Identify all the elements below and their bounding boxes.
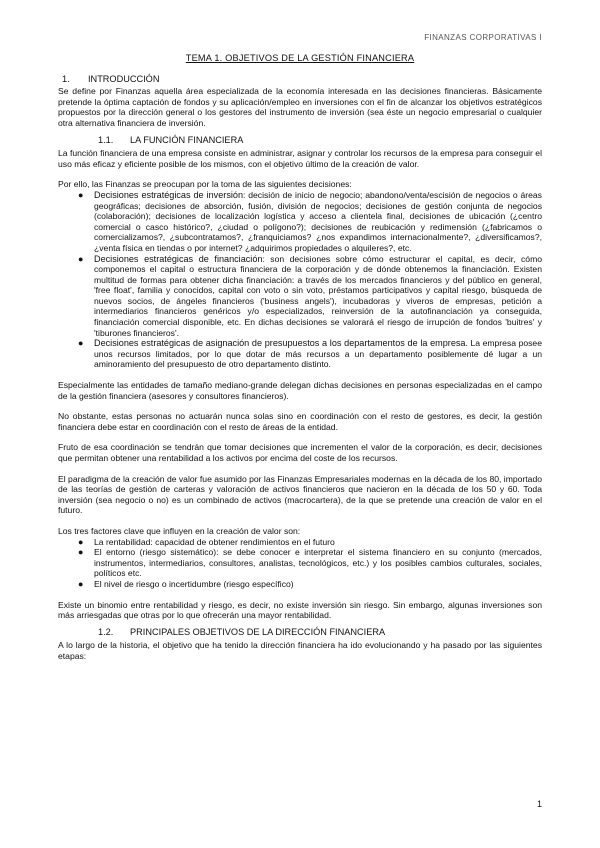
bullet-icon: ● <box>78 189 84 200</box>
bullet-icon: ● <box>78 338 84 349</box>
section-title: LA FUNCIÓN FINANCIERA <box>130 134 244 145</box>
list-item-lead: Decisiones estratégicas de financiación <box>94 253 263 264</box>
paragraph: Por ello, las Finanzas se preocupan por la toma de las siguientes decisiones: <box>58 179 352 190</box>
paragraph: Fruto de esa coordinación se tendrán que tomar decisiones que incrementen el valor de la corporación, es decir, decisiones que permitan obtener una rentabilidad a los activos por encima del coste de los recursos. <box>58 442 542 463</box>
section-number: 1. <box>62 73 70 84</box>
section-title: PRINCIPALES OBJETIVOS DE LA DIRECCIÓN FINANCIERA <box>130 626 386 637</box>
decisions-list <box>58 190 542 370</box>
list-item <box>58 547 542 579</box>
bullet-icon: ● <box>78 547 84 558</box>
factors-list <box>58 537 542 590</box>
paragraph: El paradigma de la creación de valor fue asumido por las Finanzas Empresariales modernas en la década de los 80, importado de las teorías de gestión de carteras y valoración de activos financieros que nacieron en la década de los 50 y 60. Toda inversión (sea negocio o no) es un combinado de activos (macrocartera), de la que se pretende una creación de valor en el futuro. <box>58 473 542 516</box>
document-title: TEMA 1. OBJETIVOS DE LA GESTIÓN FINANCIERA <box>185 53 415 63</box>
list-item-lead: Decisiones estratégicas de inversión <box>94 189 243 200</box>
bullet-icon: ● <box>78 253 84 264</box>
section-heading-1-1 <box>98 135 542 146</box>
list-item-text: El entorno (riesgo sistemático): se debe conocer e interpretar el sistema financiero en su conjunto (mercados, instrumentos, intermediarios, consultores, analistas, tecnológicos, etc.) y los posibles cambios culturales, sociales, políticos etc. <box>94 547 542 579</box>
list-item-text: El nivel de riesgo o incertidumbre (riesgo específico) <box>94 578 294 589</box>
paragraph: Los tres factores clave que influyen en la creación de valor son: <box>58 525 301 536</box>
list-item <box>58 338 542 370</box>
list-item <box>58 254 542 339</box>
list-item-text: La rentabilidad: capacidad de obtener rendimientos en el futuro <box>94 536 335 547</box>
list-item-lead: Decisiones estratégicas de asignación de presupuestos a los departamentos de la empresa <box>94 338 466 349</box>
paragraph: Existe un binomio entre rentabilidad y riesgo, es decir, no existe inversión sin riesgo. Sin embargo, algunas inversiones son más arriesgadas que otras por lo que ofrecerán una mayor rentabilidad. <box>58 599 542 621</box>
list-item-text: : son decisiones sobre cómo estructurar el capital, es decir, cómo componemos el capital o estructura financiera de la corporación y de dónde obtenemos la financiación. Existen multitud de formas para obtener dicha financiación: a través de los mercados financieros y del público en general, 'free float', familia y conocidos, capital con voto o sin voto, préstamos participativos y capital riesgo, búsqueda de nuevos socios, de ángeles financieros ('business angels'), incubadoras y viveros de empresas, petición a intermediarios financieros genéricos y/o especializados, reinversión de la autofinanciación ya conseguida, financiación comercial disponible, etc. En dichas decisiones se valorará el riesgo de irrupción de fondos 'buitres' y 'tiburones financieros'. <box>94 253 543 338</box>
intro-paragraph: Se define por Finanzas aquella área especializada de la economía interesada en las decisiones financieras. Básicamente pretende la óptima captación de fondos y su aplicación/empleo en inversiones con el fin de alcanzar los objetivos estratégicos propuestos por la dirección general o los gestores del instrumento de inversión (sea éste un negocio empresarial o cualquier otra alternativa financiera de inversión. <box>58 86 542 128</box>
paragraph: La función financiera de una empresa consiste en administrar, asignar y controlar los recursos de la empresa para conseguir el uso más eficaz y eficiente posible de los mismos, con el objetivo último de la creación de valor. <box>58 148 542 169</box>
list-item-text: : decisión de inicio de negocio; abandono/venta/escisión de negocios o áreas geográficas; decisiones de absorción, fusión, división de negocios; decisiones de gestión conjunta de negocios (colaboración); decisiones de localización logística y acceso a clientela final, decisiones de ubicación (¿centro comercial o casco histórico?, ¿ciudad o polígono?); decisiones de reubicación y redimensión (¿fabricamos o comercializamos?, ¿subcontratamos?, ¿franquiciamos? ¿nos expandimos internacionalmente?, ¿diversificamos?, ¿venta física en tiendas o por internet? ¿adquirimos propiedades o alquileres?, etc. <box>94 189 542 253</box>
page-number: 1 <box>536 799 542 809</box>
list-item-text: . La empresa posee unos recursos limitados, por lo que dotar de más recursos a un departamento posiblemente dé lugar a un aminoramiento del presupuesto de otro departamento distinto. <box>94 338 542 370</box>
paragraph: A lo largo de la historia, el objetivo que ha tenido la dirección financiera ha ido evolucionando y ha pasado por las siguientes etapas: <box>58 640 542 661</box>
section-number: 1.2. <box>98 626 114 637</box>
list-item <box>58 190 542 254</box>
page-content <box>58 53 542 662</box>
paragraph: No obstante, estas personas no actuarán nunca solas sino en coordinación con el resto de gestores, es decir, la gestión financiera debe estar en coordinación con el resto de áreas de la entidad. <box>58 411 542 432</box>
section-heading-1-2 <box>98 627 542 638</box>
bullet-icon: ● <box>78 578 84 589</box>
section-number: 1.1. <box>98 134 114 145</box>
list-item <box>58 537 542 548</box>
running-header: FINANZAS CORPORATIVAS I <box>424 33 542 42</box>
bullet-icon: ● <box>78 536 84 547</box>
paragraph: Especialmente las entidades de tamaño mediano-grande delegan dichas decisiones en personas especializadas en el campo de la gestión financiera (asesores y consultores financieros). <box>58 380 542 401</box>
section-heading-1 <box>58 74 542 85</box>
list-item <box>58 579 542 590</box>
section-title: INTRODUCCIÓN <box>88 73 160 84</box>
